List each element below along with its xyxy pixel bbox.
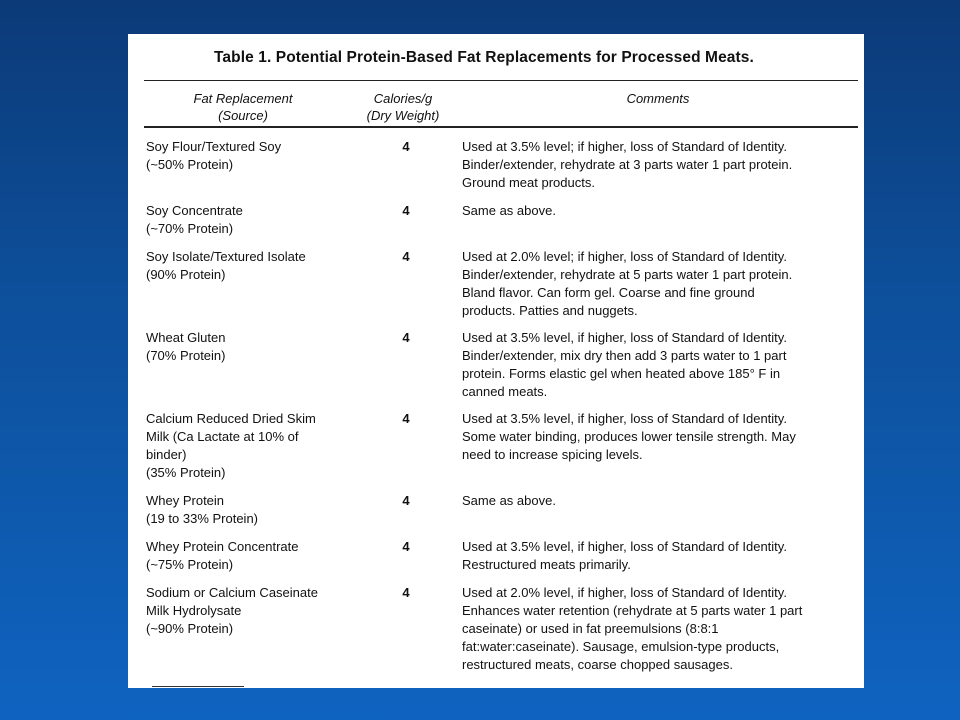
top-rule	[144, 80, 858, 81]
comment-line: Used at 3.5% level; if higher, loss of Standard of Identity.	[462, 139, 787, 154]
source-line: Calcium Reduced Dried Skim	[146, 411, 316, 426]
comment-line: Bland flavor. Can form gel. Coarse and fine ground	[462, 285, 755, 300]
header-rule	[144, 126, 858, 128]
calories-cell: 4	[402, 585, 410, 600]
source-cell	[146, 538, 346, 574]
comment-line: products. Patties and nuggets.	[462, 303, 638, 318]
source-line: Sodium or Calcium Caseinate	[146, 585, 318, 600]
header-fat-replacement	[168, 90, 318, 124]
source-line: (~75% Protein)	[146, 557, 234, 572]
source-line: Milk (Ca Lactate at 10% of	[146, 429, 299, 444]
footer-rule	[152, 686, 244, 687]
calories-cell: 4	[402, 330, 410, 345]
source-line: Whey Protein Concentrate	[146, 539, 299, 554]
comment-line: Ground meat products.	[462, 175, 595, 190]
comment-line: Same as above.	[462, 493, 556, 508]
comment-line: Enhances water retention (rehydrate at 5 parts water 1 part	[462, 603, 803, 618]
header-comments-line1: Comments	[626, 91, 690, 106]
comment-line: Binder/extender, mix dry then add 3 parts water to 1 part	[462, 348, 787, 363]
calories-cell: 4	[402, 139, 410, 154]
comment-line: need to increase spicing levels.	[462, 447, 643, 462]
calories-cell: 4	[402, 539, 410, 554]
comment-line: Same as above.	[462, 203, 556, 218]
source-line: (90% Protein)	[146, 267, 226, 282]
calories-cell: 4	[402, 203, 410, 218]
source-line: Soy Isolate/Textured Isolate	[146, 249, 306, 264]
comments-cell	[462, 202, 858, 220]
table-title: Table 1. Potential Protein-Based Fat Replacements for Processed Meats.	[214, 49, 754, 66]
comments-cell	[462, 492, 858, 510]
source-line: (~50% Protein)	[146, 157, 234, 172]
comment-line: protein. Forms elastic gel when heated above 185° F in	[462, 366, 781, 381]
header-calories-line2: (Dry Weight)	[366, 108, 440, 123]
comment-line: Used at 3.5% level, if higher, loss of Standard of Identity.	[462, 539, 787, 554]
source-cell	[146, 202, 346, 238]
header-calories	[348, 90, 458, 124]
comment-line: Used at 3.5% level, if higher, loss of Standard of Identity.	[462, 330, 787, 345]
source-line: (19 to 33% Protein)	[146, 511, 259, 526]
source-cell	[146, 329, 346, 365]
header-fat-replacement-line1: Fat Replacement	[193, 91, 293, 106]
comment-line: Binder/extender, rehydrate at 3 parts water 1 part protein.	[462, 157, 793, 172]
source-line: (~90% Protein)	[146, 621, 234, 636]
calories-cell: 4	[402, 493, 410, 508]
comment-line: Some water binding, produces lower tensile strength. May	[462, 429, 796, 444]
comments-cell	[462, 329, 858, 401]
comment-line: Used at 2.0% level; if higher, loss of Standard of Identity.	[462, 249, 787, 264]
comments-cell	[462, 538, 858, 574]
source-cell	[146, 584, 346, 638]
source-cell	[146, 248, 346, 284]
source-line: Soy Concentrate	[146, 203, 243, 218]
source-line: (~70% Protein)	[146, 221, 234, 236]
comment-line: canned meats.	[462, 384, 548, 399]
comment-line: restructured meats, coarse chopped sausages.	[462, 657, 733, 672]
comments-cell	[462, 248, 858, 320]
comment-line: Used at 3.5% level, if higher, loss of Standard of Identity.	[462, 411, 787, 426]
source-line: (70% Protein)	[146, 348, 226, 363]
source-line: (35% Protein)	[146, 465, 226, 480]
source-line: Wheat Gluten	[146, 330, 226, 345]
comment-line: Binder/extender, rehydrate at 5 parts water 1 part protein.	[462, 267, 793, 282]
source-cell	[146, 410, 346, 482]
comment-line: Used at 2.0% level, if higher, loss of Standard of Identity.	[462, 585, 787, 600]
comments-cell	[462, 410, 858, 464]
comments-cell	[462, 138, 858, 192]
source-line: binder)	[146, 447, 187, 462]
header-fat-replacement-line2: (Source)	[218, 108, 268, 123]
comments-cell	[462, 584, 858, 674]
calories-cell: 4	[402, 411, 410, 426]
source-cell	[146, 138, 346, 174]
comment-line: Restructured meats primarily.	[462, 557, 631, 572]
header-calories-line1: Calories/g	[373, 91, 433, 106]
comment-line: caseinate) or used in fat preemulsions (8:8:1	[462, 621, 719, 636]
header-comments	[558, 90, 758, 107]
source-line: Whey Protein	[146, 493, 225, 508]
source-line: Milk Hydrolysate	[146, 603, 242, 618]
calories-cell: 4	[402, 249, 410, 264]
table-sheet	[128, 34, 864, 688]
source-cell	[146, 492, 346, 528]
source-line: Soy Flour/Textured Soy	[146, 139, 282, 154]
comment-line: fat:water:caseinate). Sausage, emulsion-type products,	[462, 639, 780, 654]
